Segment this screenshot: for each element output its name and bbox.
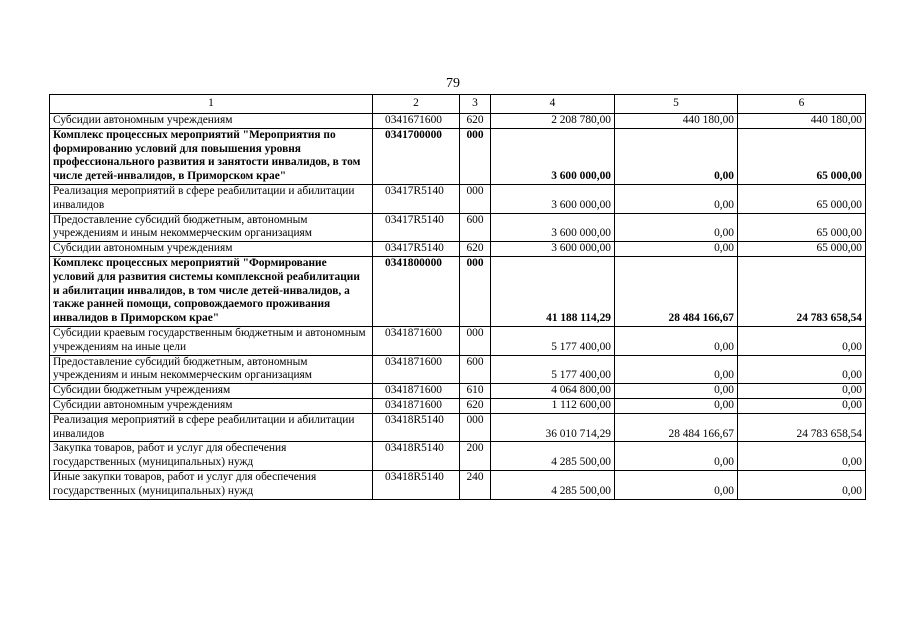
row-type-cell: 000 bbox=[460, 413, 491, 442]
row-code-cell: 0341671600 bbox=[373, 114, 460, 129]
row-code-cell: 03417R5140 bbox=[373, 242, 460, 257]
table-row bbox=[50, 184, 866, 213]
row-value-col6: 0,00 bbox=[738, 326, 866, 355]
row-name-cell: Реализация мероприятий в сфере реабилитации и абилитации инвалидов bbox=[50, 184, 373, 213]
row-code-cell: 03418R5140 bbox=[373, 470, 460, 499]
row-type-cell: 200 bbox=[460, 442, 491, 471]
row-value-col4: 3 600 000,00 bbox=[491, 128, 615, 184]
row-value-col6: 440 180,00 bbox=[738, 114, 866, 129]
column-header: 6 bbox=[738, 95, 866, 114]
row-type-cell: 000 bbox=[460, 256, 491, 326]
column-header: 2 bbox=[373, 95, 460, 114]
row-value-col4: 5 177 400,00 bbox=[491, 355, 615, 384]
row-type-cell: 000 bbox=[460, 128, 491, 184]
row-value-col5: 0,00 bbox=[615, 442, 738, 471]
row-name-cell: Субсидии бюджетным учреждениям bbox=[50, 384, 373, 399]
row-name-cell: Субсидии краевым государственным бюджетным и автономным учреждениям на иные цели bbox=[50, 326, 373, 355]
row-type-cell: 620 bbox=[460, 242, 491, 257]
row-value-col6: 24 783 658,54 bbox=[738, 413, 866, 442]
column-header: 5 bbox=[615, 95, 738, 114]
page-number: 79 bbox=[446, 76, 460, 91]
row-value-col4: 36 010 714,29 bbox=[491, 413, 615, 442]
header-row bbox=[50, 95, 866, 114]
row-type-cell: 620 bbox=[460, 398, 491, 413]
row-value-col5: 0,00 bbox=[615, 326, 738, 355]
row-code-cell: 0341871600 bbox=[373, 326, 460, 355]
row-value-col5: 0,00 bbox=[615, 128, 738, 184]
table-row bbox=[50, 114, 866, 129]
row-code-cell: 0341871600 bbox=[373, 355, 460, 384]
row-name-cell: Субсидии автономным учреждениям bbox=[50, 242, 373, 257]
row-name-cell: Субсидии автономным учреждениям bbox=[50, 398, 373, 413]
row-name-cell: Субсидии автономным учреждениям bbox=[50, 114, 373, 129]
row-name-cell: Предоставление субсидий бюджетным, автономным учреждениям и иным некоммерческим организациям bbox=[50, 213, 373, 242]
row-value-col5: 440 180,00 bbox=[615, 114, 738, 129]
row-code-cell: 0341871600 bbox=[373, 398, 460, 413]
row-value-col6: 0,00 bbox=[738, 398, 866, 413]
row-value-col6: 65 000,00 bbox=[738, 242, 866, 257]
row-value-col4: 1 112 600,00 bbox=[491, 398, 615, 413]
row-code-cell: 03418R5140 bbox=[373, 442, 460, 471]
row-name-cell: Комплекс процессных мероприятий "Формирование условий для развития системы комплексной реабилитации и абилитации инвалидов, в том числе детей-инвалидов, а также ранней помощи, сопровождаемого проживания инвалидов в Приморском крае" bbox=[50, 256, 373, 326]
row-code-cell: 03417R5140 bbox=[373, 213, 460, 242]
row-name-cell: Предоставление субсидий бюджетным, автономным учреждениям и иным некоммерческим организациям bbox=[50, 355, 373, 384]
table-row bbox=[50, 242, 866, 257]
row-value-col6: 65 000,00 bbox=[738, 128, 866, 184]
row-type-cell: 240 bbox=[460, 470, 491, 499]
row-name-cell: Реализация мероприятий в сфере реабилитации и абилитации инвалидов bbox=[50, 413, 373, 442]
table-row bbox=[50, 384, 866, 399]
table-body bbox=[50, 95, 866, 500]
row-code-cell: 0341700000 bbox=[373, 128, 460, 184]
row-value-col4: 41 188 114,29 bbox=[491, 256, 615, 326]
table-row bbox=[50, 470, 866, 499]
column-header: 1 bbox=[50, 95, 373, 114]
row-value-col6: 0,00 bbox=[738, 442, 866, 471]
row-value-col5: 0,00 bbox=[615, 242, 738, 257]
row-value-col4: 3 600 000,00 bbox=[491, 242, 615, 257]
row-value-col6: 0,00 bbox=[738, 470, 866, 499]
row-type-cell: 610 bbox=[460, 384, 491, 399]
row-name-cell: Иные закупки товаров, работ и услуг для обеспечения государственных (муниципальных) нужд bbox=[50, 470, 373, 499]
row-value-col4: 5 177 400,00 bbox=[491, 326, 615, 355]
row-code-cell: 03417R5140 bbox=[373, 184, 460, 213]
table-row bbox=[50, 128, 866, 184]
row-value-col4: 4 285 500,00 bbox=[491, 442, 615, 471]
row-type-cell: 600 bbox=[460, 213, 491, 242]
table-row bbox=[50, 213, 866, 242]
row-value-col4: 3 600 000,00 bbox=[491, 184, 615, 213]
row-value-col5: 0,00 bbox=[615, 470, 738, 499]
table-row bbox=[50, 442, 866, 471]
row-type-cell: 000 bbox=[460, 326, 491, 355]
row-code-cell: 03418R5140 bbox=[373, 413, 460, 442]
row-type-cell: 620 bbox=[460, 114, 491, 129]
column-header: 4 bbox=[491, 95, 615, 114]
row-value-col5: 0,00 bbox=[615, 355, 738, 384]
row-code-cell: 0341871600 bbox=[373, 384, 460, 399]
row-value-col5: 28 484 166,67 bbox=[615, 256, 738, 326]
row-value-col6: 0,00 bbox=[738, 355, 866, 384]
row-value-col4: 3 600 000,00 bbox=[491, 213, 615, 242]
row-value-col4: 2 208 780,00 bbox=[491, 114, 615, 129]
budget-table bbox=[49, 94, 866, 500]
column-header: 3 bbox=[460, 95, 491, 114]
row-value-col4: 4 064 800,00 bbox=[491, 384, 615, 399]
row-value-col5: 0,00 bbox=[615, 184, 738, 213]
row-value-col6: 65 000,00 bbox=[738, 213, 866, 242]
row-type-cell: 600 bbox=[460, 355, 491, 384]
table-row bbox=[50, 398, 866, 413]
row-type-cell: 000 bbox=[460, 184, 491, 213]
table-row bbox=[50, 413, 866, 442]
table-row bbox=[50, 256, 866, 326]
row-value-col6: 0,00 bbox=[738, 384, 866, 399]
row-value-col5: 0,00 bbox=[615, 213, 738, 242]
row-name-cell: Комплекс процессных мероприятий "Мероприятия по формированию условий для повышения уровня профессионального развития и занятости инвалидов, в том числе детей-инвалидов, в Приморском крае" bbox=[50, 128, 373, 184]
row-value-col6: 65 000,00 bbox=[738, 184, 866, 213]
row-value-col5: 28 484 166,67 bbox=[615, 413, 738, 442]
table-row bbox=[50, 326, 866, 355]
row-value-col5: 0,00 bbox=[615, 398, 738, 413]
table-row bbox=[50, 355, 866, 384]
row-value-col4: 4 285 500,00 bbox=[491, 470, 615, 499]
row-code-cell: 0341800000 bbox=[373, 256, 460, 326]
row-value-col5: 0,00 bbox=[615, 384, 738, 399]
row-name-cell: Закупка товаров, работ и услуг для обеспечения государственных (муниципальных) нужд bbox=[50, 442, 373, 471]
row-value-col6: 24 783 658,54 bbox=[738, 256, 866, 326]
